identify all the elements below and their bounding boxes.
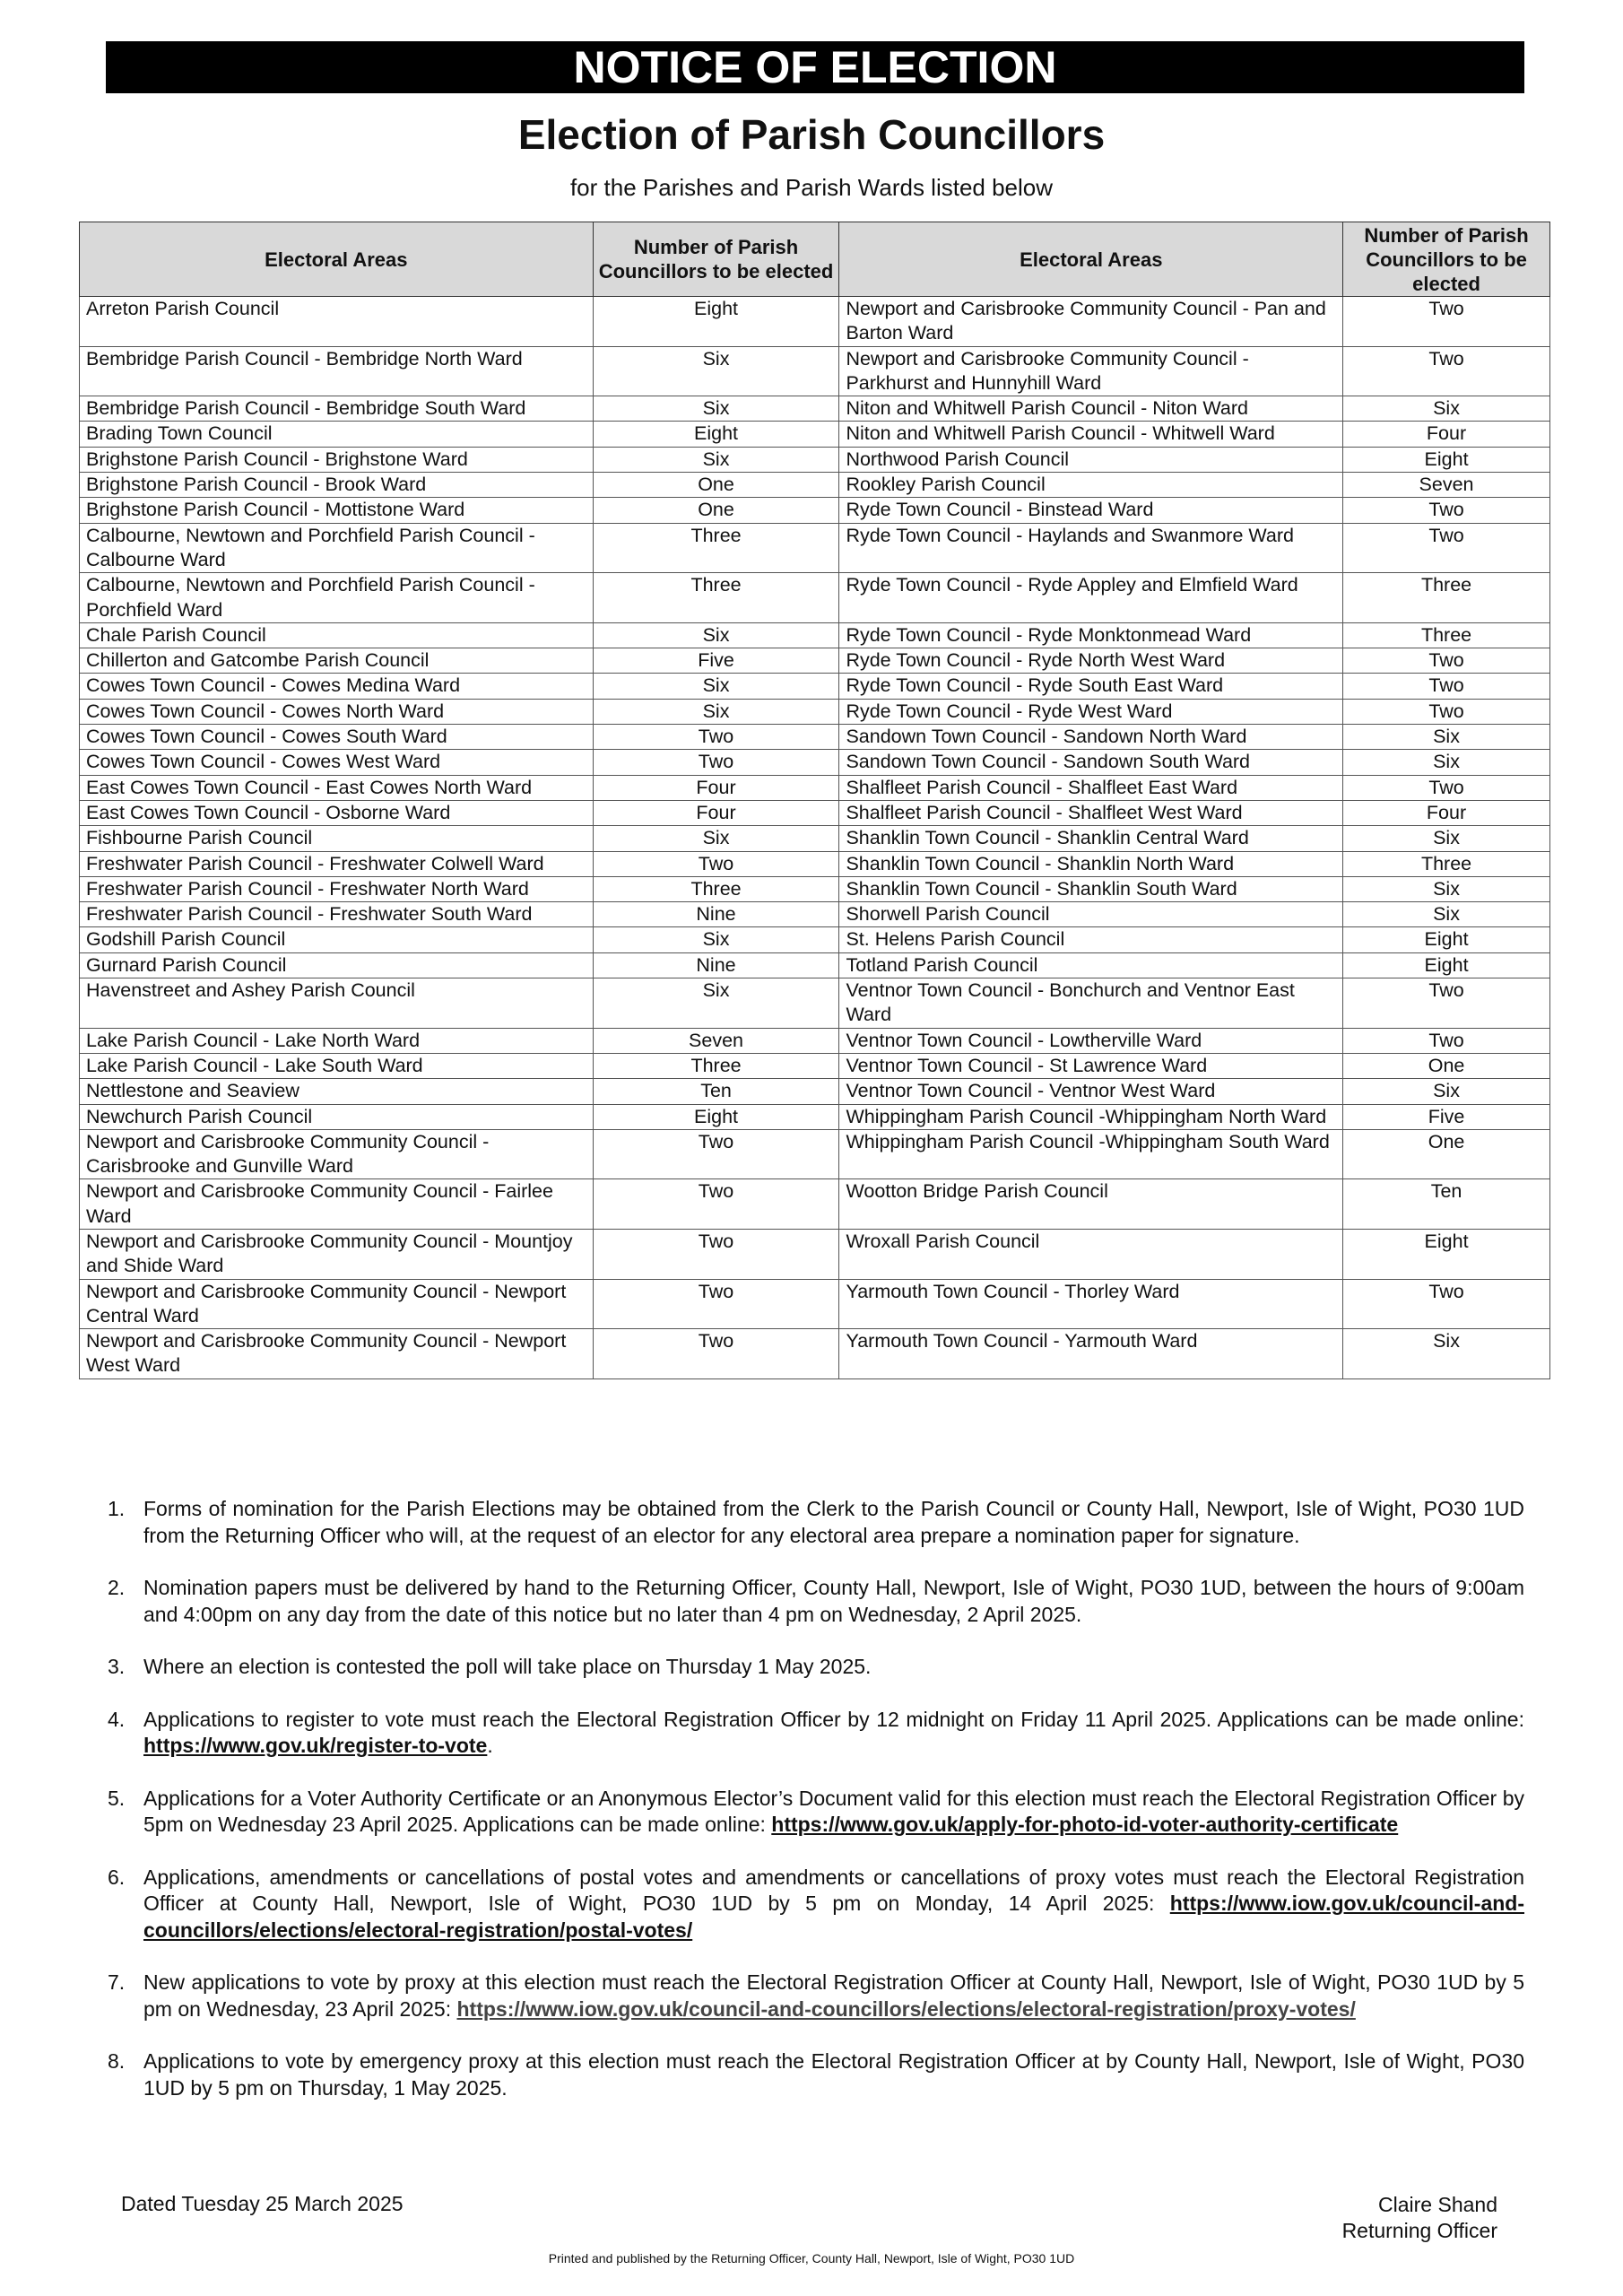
table-row	[80, 498, 1550, 523]
table-row	[80, 775, 1550, 800]
electoral-area-cell: Godshill Parish Council	[80, 927, 594, 952]
electoral-area-cell: Cowes Town Council - Cowes South Ward	[80, 725, 594, 750]
councillor-count-cell: Two	[593, 1229, 839, 1279]
electoral-area-cell: Totland Parish Council	[839, 952, 1343, 978]
table-row	[80, 573, 1550, 623]
councillor-count-cell: One	[593, 473, 839, 498]
imprint: Printed and published by the Returning Officer, County Hall, Newport, Isle of Wight, PO30 1UD	[548, 2251, 1075, 2266]
councillor-count-cell: Five	[593, 648, 839, 674]
electoral-area-cell: Newport and Carisbrooke Community Council - Fairlee Ward	[80, 1179, 594, 1230]
councillor-count-cell: Two	[1343, 648, 1550, 674]
electoral-area-cell: Brighstone Parish Council - Mottistone Ward	[80, 498, 594, 523]
councillor-count-cell: One	[593, 498, 839, 523]
electoral-area-cell: Yarmouth Town Council - Thorley Ward	[839, 1279, 1343, 1329]
councillor-count-cell: Six	[593, 927, 839, 952]
notice-item	[108, 2048, 1524, 2101]
electoral-area-cell: Ryde Town Council - Ryde Monktonmead Ward	[839, 622, 1343, 648]
notice-item	[108, 1865, 1524, 1944]
electoral-area-cell: Calbourne, Newtown and Porchfield Parish Council - Porchfield Ward	[80, 573, 594, 623]
notice-item-number: 8.	[108, 2049, 126, 2073]
councillor-count-cell: Nine	[593, 902, 839, 927]
electoral-area-cell: Shalfleet Parish Council - Shalfleet West Ward	[839, 800, 1343, 825]
councillor-count-cell: Eight	[593, 422, 839, 447]
electoral-area-cell: Shorwell Parish Council	[839, 902, 1343, 927]
electoral-area-cell: Whippingham Parish Council -Whippingham North Ward	[839, 1104, 1343, 1129]
electoral-area-cell: Shalfleet Parish Council - Shalfleet East Ward	[839, 775, 1343, 800]
electoral-areas-table	[79, 222, 1550, 1379]
table-row	[80, 1104, 1550, 1129]
electoral-area-cell: Cowes Town Council - Cowes West Ward	[80, 750, 594, 775]
electoral-area-cell: Ventnor Town Council - St Lawrence Ward	[839, 1053, 1343, 1078]
officer-title: Returning Officer	[1341, 2219, 1497, 2242]
electoral-area-cell: Shanklin Town Council - Shanklin Central Ward	[839, 826, 1343, 851]
signature-block	[1342, 2192, 1497, 2244]
notice-item-number: 6.	[108, 1865, 126, 1889]
councillor-count-cell: Six	[593, 978, 839, 1029]
councillor-count-cell: Seven	[593, 1028, 839, 1053]
electoral-area-cell: Nettlestone and Seaview	[80, 1079, 594, 1104]
column-header-electoral-areas: Electoral Areas	[839, 222, 1343, 297]
electoral-area-cell: Chale Parish Council	[80, 622, 594, 648]
notice-item-text: Applications to register to vote must reach the Electoral Registration Officer by 12 midnight on Friday 11 April 2025. Applications can be made online:	[143, 1707, 1524, 1731]
electoral-area-cell: Shanklin Town Council - Shanklin South Ward	[839, 876, 1343, 901]
column-header-number-of-councillors: Number of Parish Councillors to be elected	[1343, 222, 1550, 297]
electoral-area-cell: Arreton Parish Council	[80, 297, 594, 347]
councillor-count-cell: Six	[593, 674, 839, 699]
councillor-count-cell: Ten	[1343, 1179, 1550, 1230]
notice-item-number: 3.	[108, 1655, 126, 1678]
councillor-count-cell: Two	[593, 750, 839, 775]
electoral-area-cell: Newport and Carisbrooke Community Council - Mountjoy and Shide Ward	[80, 1229, 594, 1279]
notice-item	[108, 1786, 1524, 1839]
table-body	[80, 297, 1550, 1379]
table-row	[80, 725, 1550, 750]
notice-link[interactable]: https://www.iow.gov.uk/council-and-councillors/elections/electoral-registration/postal-votes/	[143, 1892, 1524, 1942]
notice-link[interactable]: https://www.gov.uk/register-to-vote	[143, 1734, 488, 1757]
councillor-count-cell: Six	[1343, 1329, 1550, 1379]
electoral-area-cell: Havenstreet and Ashey Parish Council	[80, 978, 594, 1029]
table-row	[80, 876, 1550, 901]
table-row	[80, 1053, 1550, 1078]
councillor-count-cell: Eight	[1343, 927, 1550, 952]
electoral-area-cell: Ryde Town Council - Binstead Ward	[839, 498, 1343, 523]
councillor-count-cell: Eight	[1343, 952, 1550, 978]
table-row	[80, 422, 1550, 447]
councillor-count-cell: Two	[1343, 297, 1550, 347]
electoral-area-cell: Ryde Town Council - Ryde North West Ward	[839, 648, 1343, 674]
table-row	[80, 447, 1550, 472]
table-row	[80, 927, 1550, 952]
notice-banner: NOTICE OF ELECTION	[106, 41, 1524, 93]
councillor-count-cell: Two	[1343, 498, 1550, 523]
table-row	[80, 750, 1550, 775]
electoral-area-cell: St. Helens Parish Council	[839, 927, 1343, 952]
table-row	[80, 396, 1550, 422]
electoral-area-cell: Brighstone Parish Council - Brook Ward	[80, 473, 594, 498]
electoral-area-cell: Newport and Carisbrooke Community Council - Carisbrooke and Gunville Ward	[80, 1129, 594, 1179]
councillor-count-cell: Eight	[593, 297, 839, 347]
councillor-count-cell: Four	[1343, 422, 1550, 447]
councillor-count-cell: Three	[1343, 851, 1550, 876]
column-header-number-of-councillors: Number of Parish Councillors to be elected	[593, 222, 839, 297]
councillor-count-cell: Four	[1343, 800, 1550, 825]
notice-item	[108, 1970, 1524, 2022]
electoral-area-cell: Newport and Carisbrooke Community Council - Pan and Barton Ward	[839, 297, 1343, 347]
councillor-count-cell: Three	[1343, 573, 1550, 623]
table-row	[80, 297, 1550, 347]
councillor-count-cell: Seven	[1343, 473, 1550, 498]
electoral-area-cell: Shanklin Town Council - Shanklin North Ward	[839, 851, 1343, 876]
councillor-count-cell: One	[1343, 1053, 1550, 1078]
electoral-area-cell: Niton and Whitwell Parish Council - Whitwell Ward	[839, 422, 1343, 447]
notice-item-number: 5.	[108, 1786, 126, 1810]
councillor-count-cell: One	[1343, 1129, 1550, 1179]
councillor-count-cell: Two	[1343, 1028, 1550, 1053]
councillor-count-cell: Three	[593, 876, 839, 901]
notice-item-text: Applications, amendments or cancellations of postal votes and amendments or cancellations of proxy votes must reach the Electoral Registration Officer at County Hall, Newport, Isle of Wight, PO30 1UD by 5 pm on Monday, 14 April 2025:	[143, 1865, 1524, 1915]
table-row	[80, 978, 1550, 1029]
electoral-area-cell: Newport and Carisbrooke Community Council - Newport Central Ward	[80, 1279, 594, 1329]
councillor-count-cell: Three	[593, 523, 839, 573]
councillor-count-cell: Six	[593, 622, 839, 648]
notice-item	[108, 1575, 1524, 1628]
notice-item-text-end: .	[487, 1734, 493, 1757]
electoral-area-cell: Freshwater Parish Council - Freshwater Colwell Ward	[80, 851, 594, 876]
table-row	[80, 952, 1550, 978]
electoral-area-cell: Newport and Carisbrooke Community Council - Newport West Ward	[80, 1329, 594, 1379]
electoral-area-cell: Brighstone Parish Council - Brighstone Ward	[80, 447, 594, 472]
electoral-area-cell: Chillerton and Gatcombe Parish Council	[80, 648, 594, 674]
electoral-area-cell: Sandown Town Council - Sandown North Ward	[839, 725, 1343, 750]
table-row	[80, 902, 1550, 927]
notice-item-number: 7.	[108, 1970, 126, 1994]
notice-item	[108, 1496, 1524, 1549]
electoral-area-cell: Wootton Bridge Parish Council	[839, 1179, 1343, 1230]
councillor-count-cell: Five	[1343, 1104, 1550, 1129]
councillor-count-cell: Two	[593, 1129, 839, 1179]
councillor-count-cell: Six	[1343, 750, 1550, 775]
councillor-count-cell: Two	[593, 851, 839, 876]
electoral-area-cell: Wroxall Parish Council	[839, 1229, 1343, 1279]
councillor-count-cell: Eight	[1343, 447, 1550, 472]
councillor-count-cell: Six	[593, 826, 839, 851]
notice-link[interactable]: https://www.iow.gov.uk/council-and-councillors/elections/electoral-registration/proxy-votes/	[456, 1996, 1356, 2021]
notice-item-text: Nomination papers must be delivered by hand to the Returning Officer, County Hall, Newport, Isle of Wight, PO30 1UD, between the hours of 9:00am and 4:00pm on any day from the date of this notice but no later than 4 pm on Wednesday, 2 April 2025.	[143, 1576, 1524, 1626]
electoral-area-cell: Lake Parish Council - Lake South Ward	[80, 1053, 594, 1078]
electoral-area-cell: Newport and Carisbrooke Community Council - Parkhurst and Hunnyhill Ward	[839, 346, 1343, 396]
dated-line: Dated Tuesday 25 March 2025	[121, 2192, 404, 2215]
notice-item-text: Applications to vote by emergency proxy at this election must reach the Electoral Registration Officer at by County Hall, Newport, Isle of Wight, PO30 1UD by 5 pm on Thursday, 1 May 2025.	[143, 2049, 1524, 2100]
councillor-count-cell: Two	[1343, 699, 1550, 724]
councillor-count-cell: Two	[1343, 1279, 1550, 1329]
table-row	[80, 473, 1550, 498]
table-row	[80, 1279, 1550, 1329]
table-row	[80, 1229, 1550, 1279]
notice-item-number: 1.	[108, 1497, 126, 1520]
electoral-area-cell: Yarmouth Town Council - Yarmouth Ward	[839, 1329, 1343, 1379]
electoral-area-cell: Bembridge Parish Council - Bembridge South Ward	[80, 396, 594, 422]
table-row	[80, 1079, 1550, 1104]
councillor-count-cell: Two	[1343, 346, 1550, 396]
notice-item	[108, 1654, 1524, 1681]
councillor-count-cell: Four	[593, 800, 839, 825]
councillor-count-cell: Two	[593, 1179, 839, 1230]
electoral-area-cell: Ryde Town Council - Haylands and Swanmore Ward	[839, 523, 1343, 573]
table-row	[80, 1129, 1550, 1179]
electoral-area-cell: Cowes Town Council - Cowes Medina Ward	[80, 674, 594, 699]
table-header-row	[80, 222, 1550, 297]
electoral-area-cell: Ventnor Town Council - Ventnor West Ward	[839, 1079, 1343, 1104]
councillor-count-cell: Two	[593, 1329, 839, 1379]
electoral-area-cell: Cowes Town Council - Cowes North Ward	[80, 699, 594, 724]
table-row	[80, 699, 1550, 724]
electoral-area-cell: Ventnor Town Council - Bonchurch and Ventnor East Ward	[839, 978, 1343, 1029]
electoral-area-cell: Brading Town Council	[80, 422, 594, 447]
electoral-area-cell: Northwood Parish Council	[839, 447, 1343, 472]
councillor-count-cell: Nine	[593, 952, 839, 978]
councillor-count-cell: Six	[1343, 876, 1550, 901]
notice-item-text: Where an election is contested the poll will take place on Thursday 1 May 2025.	[143, 1655, 872, 1678]
councillor-count-cell: Three	[593, 1053, 839, 1078]
table-row	[80, 648, 1550, 674]
table-row	[80, 826, 1550, 851]
councillor-count-cell: Four	[593, 775, 839, 800]
electoral-area-cell: Ryde Town Council - Ryde Appley and Elmfield Ward	[839, 573, 1343, 623]
page-title: Election of Parish Councillors	[517, 111, 1106, 158]
councillor-count-cell: Two	[593, 1279, 839, 1329]
officer-name: Claire Shand	[1378, 2193, 1497, 2216]
councillor-count-cell: Six	[1343, 725, 1550, 750]
electoral-area-cell: Gurnard Parish Council	[80, 952, 594, 978]
councillor-count-cell: Two	[1343, 978, 1550, 1029]
column-header-electoral-areas: Electoral Areas	[80, 222, 594, 297]
electoral-area-cell: Fishbourne Parish Council	[80, 826, 594, 851]
electoral-area-cell: Freshwater Parish Council - Freshwater South Ward	[80, 902, 594, 927]
notice-item-text: New applications to vote by proxy at this election must reach the Electoral Registration Officer at County Hall, Newport, Isle of Wight, PO30 1UD by 5 pm on Wednesday, 23 April 2025:	[143, 1970, 1524, 2021]
notice-link[interactable]: https://www.gov.uk/apply-for-photo-id-voter-authority-certificate	[771, 1813, 1399, 1836]
electoral-area-cell: East Cowes Town Council - Osborne Ward	[80, 800, 594, 825]
table-row	[80, 523, 1550, 573]
table-row	[80, 1329, 1550, 1379]
councillor-count-cell: Six	[593, 346, 839, 396]
electoral-area-cell: Sandown Town Council - Sandown South Ward	[839, 750, 1343, 775]
notes-list	[108, 1496, 1524, 2127]
councillor-count-cell: Two	[1343, 775, 1550, 800]
table-row	[80, 851, 1550, 876]
page-subtitle: for the Parishes and Parish Wards listed below	[569, 174, 1054, 201]
councillor-count-cell: Six	[593, 396, 839, 422]
councillor-count-cell: Three	[593, 573, 839, 623]
notice-item-text: Forms of nomination for the Parish Elections may be obtained from the Clerk to the Parish Council or County Hall, Newport, Isle of Wight, PO30 1UD from the Returning Officer who will, at the request of an elector for any electoral area prepare a nomination paper for signature.	[143, 1497, 1524, 1547]
electoral-area-cell: Freshwater Parish Council - Freshwater North Ward	[80, 876, 594, 901]
councillor-count-cell: Six	[1343, 902, 1550, 927]
table-row	[80, 1028, 1550, 1053]
councillor-count-cell: Eight	[593, 1104, 839, 1129]
electoral-area-cell: Lake Parish Council - Lake North Ward	[80, 1028, 594, 1053]
electoral-area-cell: Whippingham Parish Council -Whippingham South Ward	[839, 1129, 1343, 1179]
electoral-area-cell: East Cowes Town Council - East Cowes North Ward	[80, 775, 594, 800]
electoral-area-cell: Rookley Parish Council	[839, 473, 1343, 498]
notice-item-number: 4.	[108, 1707, 126, 1731]
electoral-area-cell: Ryde Town Council - Ryde West Ward	[839, 699, 1343, 724]
councillor-count-cell: Ten	[593, 1079, 839, 1104]
councillor-count-cell: Six	[1343, 396, 1550, 422]
notice-item-number: 2.	[108, 1576, 126, 1599]
electoral-area-cell: Bembridge Parish Council - Bembridge North Ward	[80, 346, 594, 396]
table-row	[80, 346, 1550, 396]
councillor-count-cell: Two	[1343, 523, 1550, 573]
table-row	[80, 674, 1550, 699]
table-row	[80, 622, 1550, 648]
electoral-area-cell: Ventnor Town Council - Lowtherville Ward	[839, 1028, 1343, 1053]
table-row	[80, 800, 1550, 825]
councillor-count-cell: Eight	[1343, 1229, 1550, 1279]
electoral-area-cell: Niton and Whitwell Parish Council - Niton Ward	[839, 396, 1343, 422]
councillor-count-cell: Six	[593, 699, 839, 724]
councillor-count-cell: Six	[593, 447, 839, 472]
table-row	[80, 1179, 1550, 1230]
councillor-count-cell: Three	[1343, 622, 1550, 648]
notice-item-text: Applications for a Voter Authority Certificate or an Anonymous Elector’s Document valid for this election must reach the Electoral Registration Officer by 5pm on Wednesday 23 April 2025. Applications can be made online:	[143, 1786, 1524, 1836]
electoral-area-cell: Calbourne, Newtown and Porchfield Parish Council - Calbourne Ward	[80, 523, 594, 573]
councillor-count-cell: Two	[1343, 674, 1550, 699]
electoral-area-cell: Newchurch Parish Council	[80, 1104, 594, 1129]
councillor-count-cell: Two	[593, 725, 839, 750]
councillor-count-cell: Six	[1343, 826, 1550, 851]
electoral-area-cell: Ryde Town Council - Ryde South East Ward	[839, 674, 1343, 699]
councillor-count-cell: Six	[1343, 1079, 1550, 1104]
notice-item	[108, 1707, 1524, 1760]
